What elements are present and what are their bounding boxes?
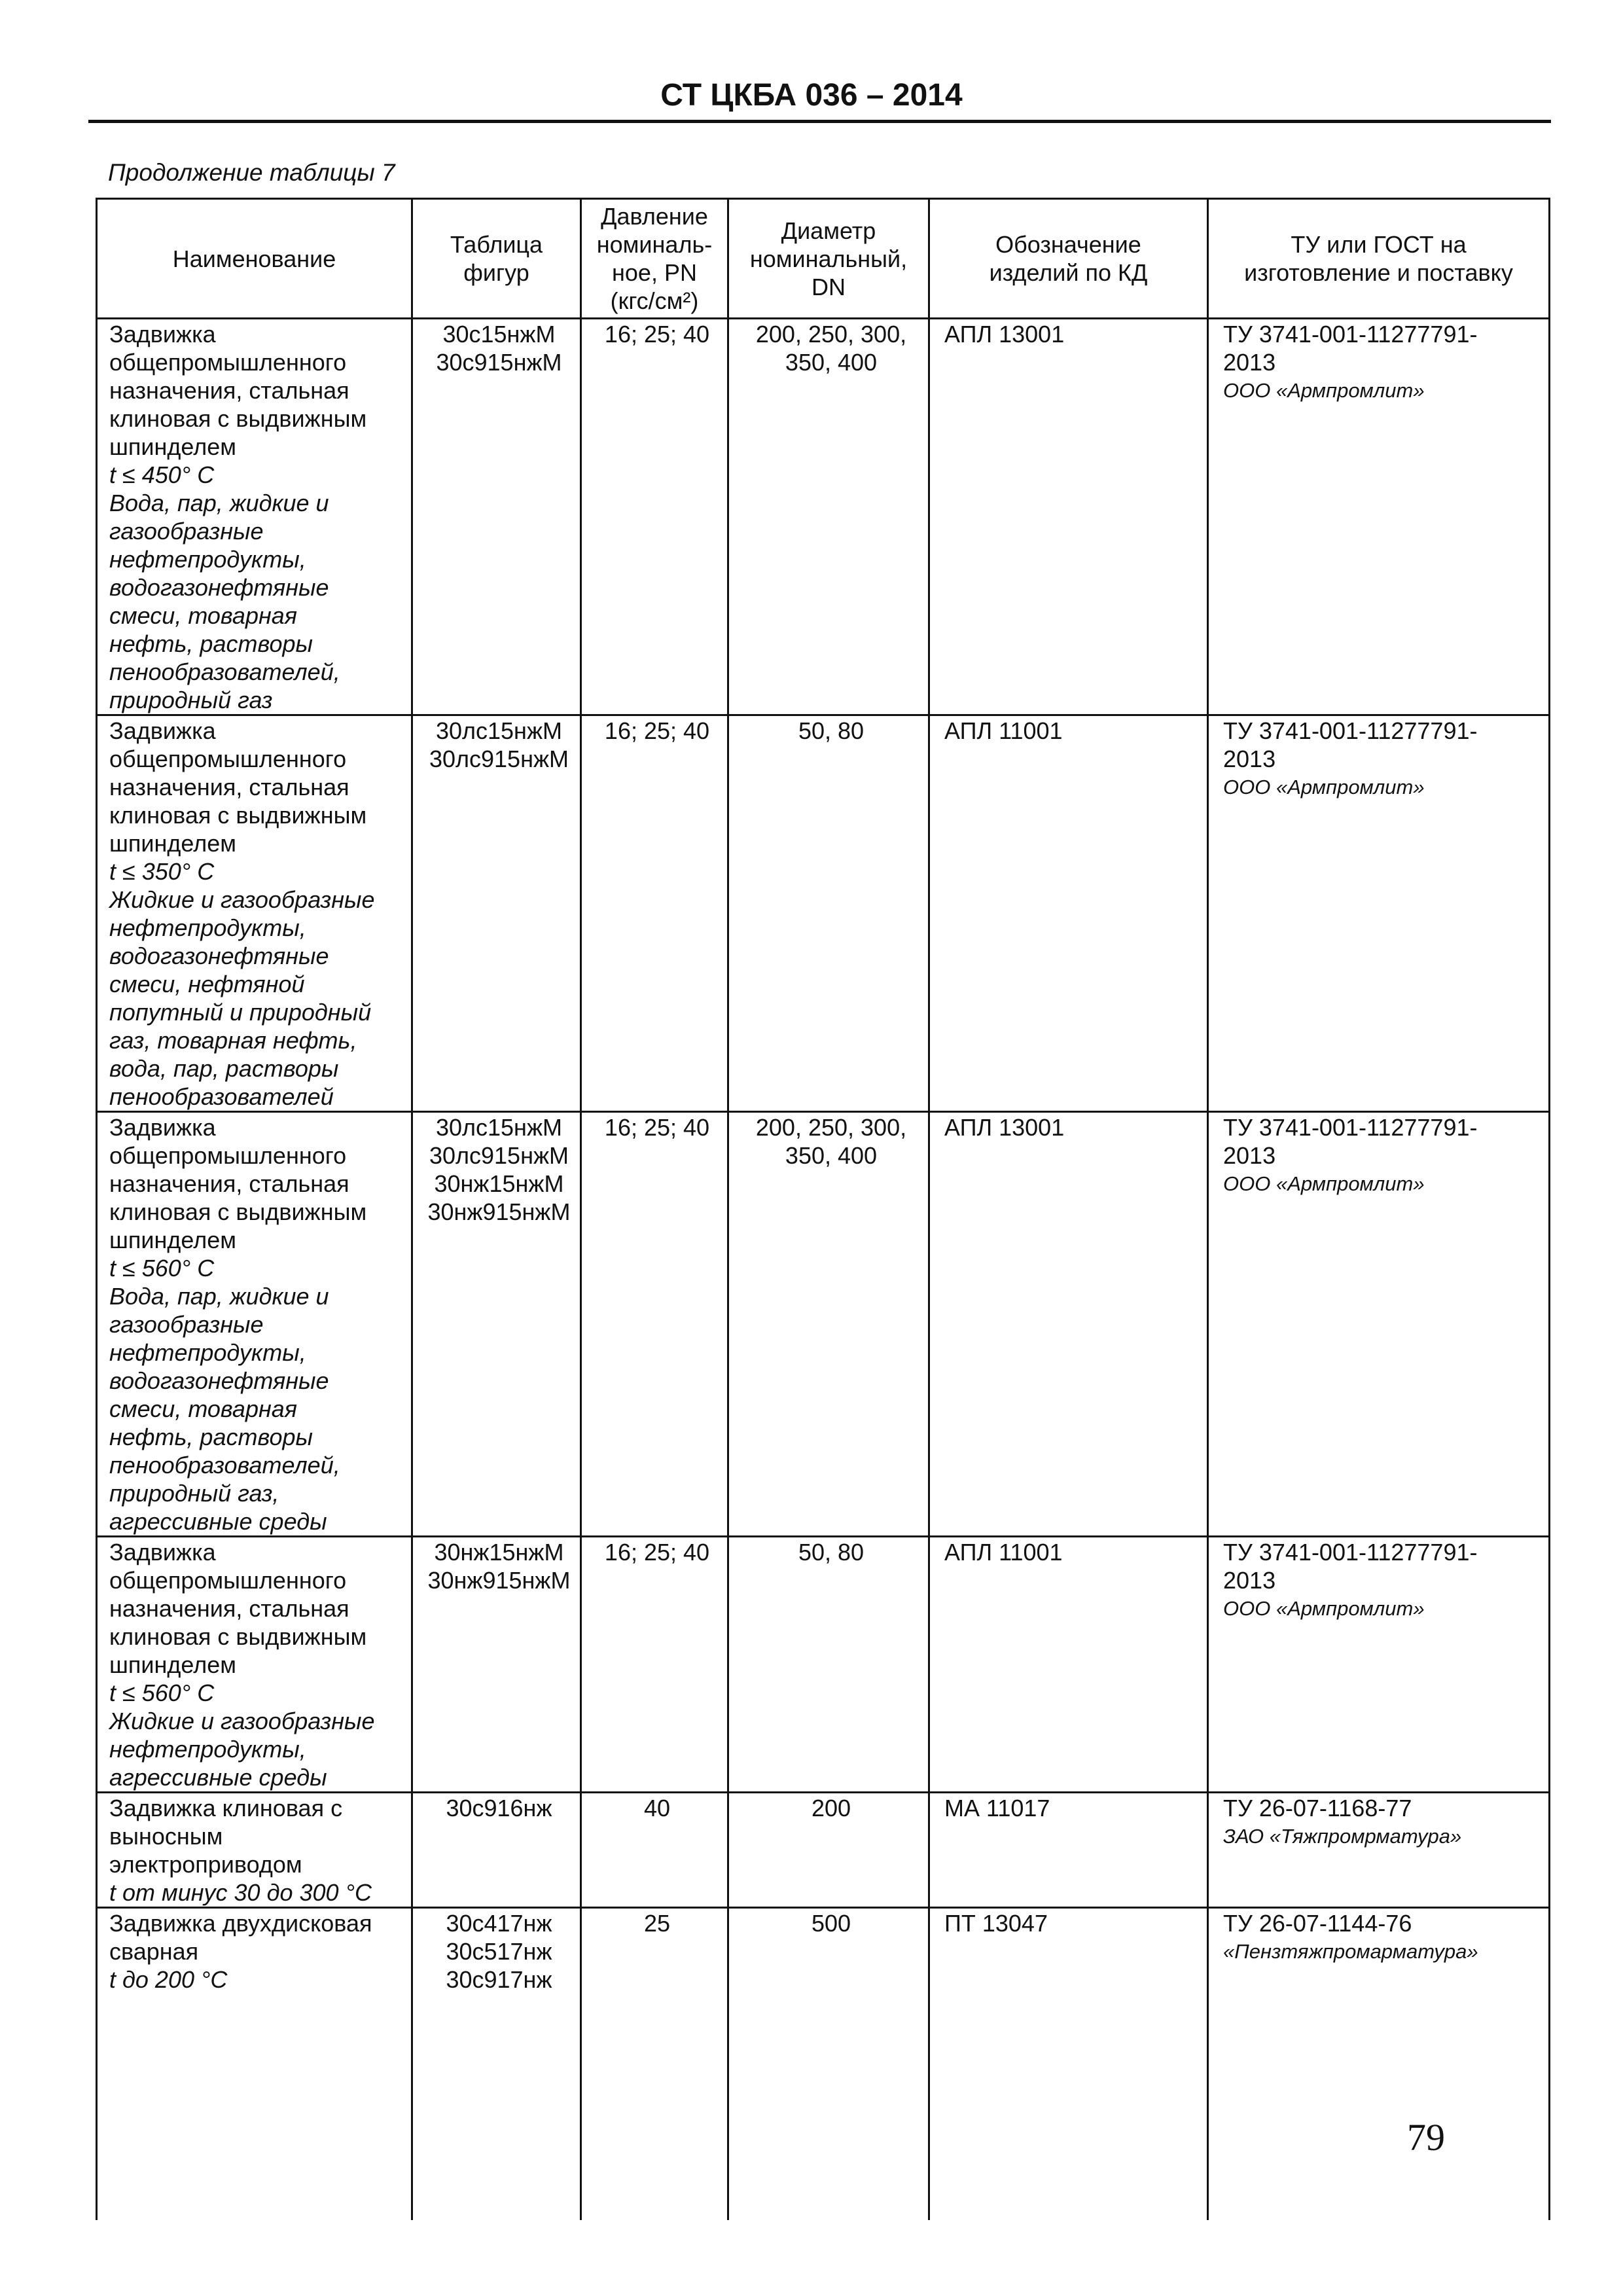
cell-pn [581, 1908, 728, 2221]
cell-text-line: пенообразователей [109, 1083, 334, 1110]
cell-text-line: 25 [643, 1910, 671, 1937]
cell-text-line: сварная [109, 1938, 199, 1965]
table-row [97, 319, 1550, 715]
cell-text-line: 30с15нжМ [442, 321, 556, 348]
cell-text-line: ООО «Армпромлит» [1223, 379, 1425, 402]
cell-designation [929, 1793, 1208, 1908]
cell-text-line: ООО «Армпромлит» [1223, 776, 1425, 798]
cell-text-line: назначения, стальная [109, 377, 349, 404]
cell-name [97, 319, 412, 715]
cell-text-line: шпинделем [109, 433, 236, 460]
cell-text-line: ООО «Армпромлит» [1223, 1597, 1425, 1620]
cell-figures [412, 319, 581, 715]
cell-text-line: МА 11017 [944, 1795, 1050, 1821]
cell-text-line: АПЛ 11001 [944, 1539, 1063, 1566]
cell-text-line: газообразные [109, 1311, 264, 1338]
cell-figures [412, 1793, 581, 1908]
cell-text-line: 16; 25; 40 [604, 717, 710, 744]
cell-text-line: 16; 25; 40 [604, 1114, 710, 1141]
cell-text-line: 30нж15нжМ [434, 1539, 564, 1566]
cell-text-line: Задвижка клиновая с [109, 1795, 343, 1821]
cell-figures [412, 715, 581, 1112]
cell-text-line: 16; 25; 40 [604, 321, 710, 348]
cell-text-line: ПТ 13047 [944, 1910, 1048, 1937]
table-row [97, 1112, 1550, 1537]
cell-text-line: общепромышленного [109, 1567, 347, 1594]
table-row [97, 1537, 1550, 1793]
cell-text-line: 30нж915нжМ [427, 1198, 571, 1225]
cell-text-line: Задвижка двухдисковая [109, 1910, 372, 1937]
cell-text-line: газ, товарная нефть, [109, 1027, 357, 1054]
cell-text-line: 30с417нж [446, 1910, 552, 1937]
cell-text-line: Задвижка [109, 717, 216, 744]
cell-text-line: природный газ [109, 687, 273, 713]
cell-text-line: 30нж15нжМ [434, 1170, 564, 1197]
cell-dn [728, 1112, 929, 1537]
table-row [97, 1793, 1550, 1908]
cell-text-line: клиновая с выдвижным [109, 405, 367, 432]
cell-name [97, 1537, 412, 1793]
cell-pn [581, 1112, 728, 1537]
header-standard: ТУ или ГОСТ на изготовление и поставку [1208, 199, 1550, 319]
cell-dn [728, 1908, 929, 2221]
cell-pn [581, 1793, 728, 1908]
valves-table [96, 198, 1550, 2220]
cell-text-line: электроприводом [109, 1851, 302, 1878]
cell-text-line: агрессивные среды [109, 1764, 327, 1791]
cell-dn [728, 319, 929, 715]
cell-text-line: водогазонефтяные [109, 574, 329, 601]
cell-text-line: ТУ 26-07-1144-76 [1223, 1910, 1412, 1937]
cell-text-line: смеси, товарная [109, 1395, 298, 1422]
table-row [97, 1908, 1550, 2221]
cell-standard [1208, 1537, 1550, 1793]
cell-text-line: общепромышленного [109, 349, 347, 376]
page-number: 79 [1407, 2116, 1445, 2159]
cell-text-line: 30с915нжМ [436, 349, 562, 376]
cell-text-line: нефтепродукты, [109, 546, 306, 573]
cell-text-line: выносным [109, 1823, 223, 1850]
cell-text-line: АПЛ 13001 [944, 1114, 1065, 1141]
cell-text-line: 30с517нж [446, 1938, 552, 1965]
cell-pn [581, 1537, 728, 1793]
cell-text-line: АПЛ 13001 [944, 321, 1065, 348]
cell-text-line: 30с916нж [446, 1795, 552, 1821]
cell-text-line: t ≤ 350° C [109, 858, 215, 885]
cell-text-line: ЗАО «Тяжпромрматура» [1223, 1825, 1462, 1848]
cell-standard [1208, 1112, 1550, 1537]
document-code: СТ ЦКБА 036 – 2014 [660, 78, 963, 113]
cell-name [97, 1793, 412, 1908]
cell-designation [929, 319, 1208, 715]
cell-text-line: 200 [811, 1795, 851, 1821]
cell-standard [1208, 319, 1550, 715]
cell-text-line: общепромышленного [109, 745, 347, 772]
cell-text-line: t ≤ 560° C [109, 1255, 215, 1282]
cell-text-line: водогазонефтяные [109, 1367, 329, 1394]
cell-standard [1208, 715, 1550, 1112]
table-row [97, 715, 1550, 1112]
cell-text-line: Жидкие и газообразные [109, 886, 375, 913]
cell-text-line: 50, 80 [798, 1539, 865, 1566]
cell-text-line: 200, 250, 300, [755, 1114, 907, 1141]
cell-text-line: природный газ, [109, 1480, 279, 1507]
cell-text-line: 16; 25; 40 [604, 1539, 710, 1566]
cell-text-line: t от минус 30 до 300 °C [109, 1879, 372, 1906]
cell-text-line: 30лс15нжМ [435, 1114, 563, 1141]
header-pressure: Давление номиналь- ное, PN (кгс/см²) [581, 199, 728, 319]
cell-text-line: шпинделем [109, 1651, 236, 1678]
cell-text-line: 30нж915нжМ [427, 1567, 571, 1594]
cell-text-line: назначения, стальная [109, 1170, 349, 1197]
cell-text-line: ТУ 3741-001-11277791- [1223, 1539, 1478, 1566]
cell-dn [728, 1537, 929, 1793]
cell-figures [412, 1537, 581, 1793]
header-name: Наименование [97, 199, 412, 319]
cell-name [97, 715, 412, 1112]
cell-text-line: 2013 [1223, 1142, 1276, 1169]
cell-text-line: АПЛ 11001 [944, 717, 1063, 744]
cell-text-line: Задвижка [109, 321, 216, 348]
cell-text-line: 350, 400 [785, 349, 878, 376]
cell-text-line: нефтепродукты, [109, 1736, 306, 1763]
cell-text-line: пенообразователей, [109, 658, 340, 685]
cell-text-line: шпинделем [109, 1227, 236, 1253]
cell-text-line: 2013 [1223, 349, 1276, 376]
cell-text-line: 350, 400 [785, 1142, 878, 1169]
cell-text-line: клиновая с выдвижным [109, 1198, 367, 1225]
cell-name [97, 1908, 412, 2221]
cell-text-line: шпинделем [109, 830, 236, 857]
cell-figures [412, 1112, 581, 1537]
cell-text-line: 30лс915нжМ [429, 745, 569, 772]
cell-text-line: Жидкие и газообразные [109, 1708, 375, 1734]
cell-text-line: нефть, растворы [109, 1424, 313, 1450]
table-continuation-caption: Продолжение таблицы 7 [108, 159, 395, 186]
cell-dn [728, 1793, 929, 1908]
header-designation: Обозначение изделий по КД [929, 199, 1208, 319]
cell-text-line: вода, пар, растворы [109, 1055, 339, 1082]
cell-designation [929, 1112, 1208, 1537]
cell-text-line: пенообразователей, [109, 1452, 340, 1479]
cell-text-line: «Пензтяжпромарматура» [1223, 1940, 1478, 1963]
table-header-row [97, 199, 1550, 319]
cell-text-line: ТУ 3741-001-11277791- [1223, 321, 1478, 348]
cell-text-line: смеси, нефтяной [109, 971, 305, 997]
cell-text-line: газообразные [109, 518, 264, 545]
cell-text-line: клиновая с выдвижным [109, 1623, 367, 1650]
header-figures: Таблица фигур [412, 199, 581, 319]
cell-text-line: 2013 [1223, 745, 1276, 772]
cell-text-line: 40 [643, 1795, 671, 1821]
cell-pn [581, 319, 728, 715]
cell-text-line: t до 200 °C [109, 1966, 228, 1993]
cell-name [97, 1112, 412, 1537]
cell-text-line: ООО «Армпромлит» [1223, 1172, 1425, 1195]
header-diameter: Диаметр номинальный, DN [728, 199, 929, 319]
cell-standard [1208, 1908, 1550, 2221]
cell-designation [929, 1908, 1208, 2221]
cell-text-line: 30лс15нжМ [435, 717, 563, 744]
cell-text-line: ТУ 3741-001-11277791- [1223, 1114, 1478, 1141]
cell-text-line: нефтепродукты, [109, 914, 306, 941]
cell-text-line: нефтепродукты, [109, 1339, 306, 1366]
cell-text-line: общепромышленного [109, 1142, 347, 1169]
cell-text-line: Вода, пар, жидкие и [109, 490, 329, 516]
cell-text-line: смеси, товарная [109, 602, 298, 629]
cell-text-line: Задвижка [109, 1539, 216, 1566]
cell-designation [929, 715, 1208, 1112]
cell-text-line: 50, 80 [798, 717, 865, 744]
cell-text-line: 500 [811, 1910, 851, 1937]
cell-text-line: 200, 250, 300, [755, 321, 907, 348]
cell-text-line: клиновая с выдвижным [109, 802, 367, 829]
cell-text-line: водогазонефтяные [109, 942, 329, 969]
cell-text-line: назначения, стальная [109, 1595, 349, 1622]
cell-text-line: 30лс915нжМ [429, 1142, 569, 1169]
cell-text-line: t ≤ 450° C [109, 461, 215, 488]
cell-text-line: 30с917нж [446, 1966, 552, 1993]
cell-text-line: t ≤ 560° C [109, 1679, 215, 1706]
cell-text-line: агрессивные среды [109, 1508, 327, 1535]
cell-dn [728, 715, 929, 1112]
cell-text-line: Задвижка [109, 1114, 216, 1141]
cell-text-line: ТУ 3741-001-11277791- [1223, 717, 1478, 744]
cell-text-line: попутный и природный [109, 999, 372, 1026]
cell-standard [1208, 1793, 1550, 1908]
cell-text-line: Вода, пар, жидкие и [109, 1283, 329, 1310]
cell-designation [929, 1537, 1208, 1793]
cell-text-line: назначения, стальная [109, 774, 349, 800]
cell-pn [581, 715, 728, 1112]
cell-text-line: ТУ 26-07-1168-77 [1223, 1795, 1412, 1821]
header-rule [88, 120, 1551, 123]
cell-text-line: нефть, растворы [109, 630, 313, 657]
cell-text-line: 2013 [1223, 1567, 1276, 1594]
cell-figures [412, 1908, 581, 2221]
